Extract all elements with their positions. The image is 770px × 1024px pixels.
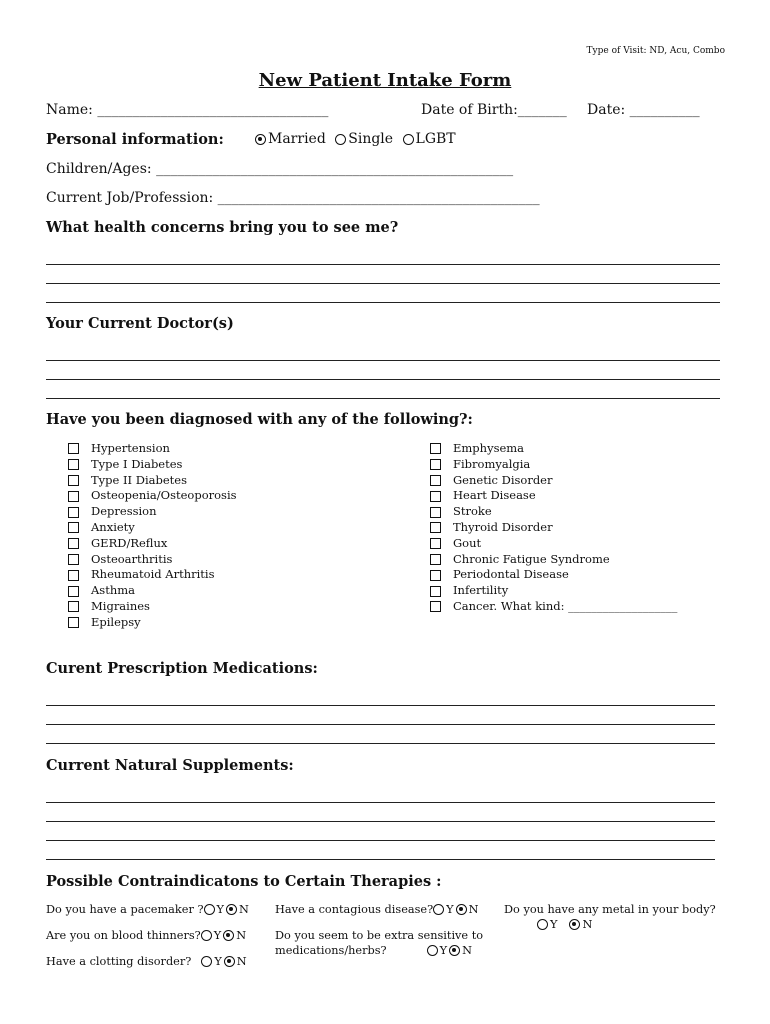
condition-item[interactable] (430, 473, 677, 489)
supplements-line[interactable] (46, 859, 715, 860)
doctors-line[interactable] (46, 360, 720, 361)
condition-item[interactable] (68, 552, 237, 568)
radio-no-icon[interactable] (224, 956, 235, 967)
condition-item[interactable] (68, 583, 237, 599)
thinners-label: Are you on blood thinners? (46, 929, 201, 942)
personal-info-label: Personal information: (46, 131, 224, 148)
page-title: New Patient Intake Form (258, 70, 512, 91)
medications-line[interactable] (46, 724, 715, 725)
radio-no-icon[interactable] (223, 930, 234, 941)
no-label: N (462, 944, 472, 957)
checkbox-icon[interactable] (68, 459, 79, 470)
condition-item[interactable] (430, 552, 677, 568)
condition-label: Anxiety (91, 519, 135, 534)
contagious-question (275, 903, 479, 916)
doctors-line[interactable] (46, 398, 720, 399)
metal-answers (537, 918, 592, 931)
condition-label: Hypertension (91, 441, 170, 455)
personal-options (255, 131, 456, 147)
radio-no-icon[interactable] (456, 904, 467, 915)
checkbox-icon[interactable] (430, 459, 441, 470)
radio-no-icon[interactable] (226, 904, 237, 915)
condition-item[interactable] (68, 567, 237, 583)
condition-label: Rheumatoid Arthritis (91, 567, 215, 582)
checkbox-icon[interactable] (68, 570, 79, 581)
metal-question: Do you have any metal in your body? (504, 903, 716, 916)
condition-item[interactable] (430, 504, 677, 520)
yes-label: Y (446, 903, 454, 916)
contra-heading: Possible Contraindicatons to Certain Therapies : (46, 873, 442, 890)
job-field[interactable]: Current Job/Profession: ______________________________________________ (46, 190, 540, 206)
condition-label: Osteoarthritis (91, 551, 173, 566)
checkbox-icon[interactable] (68, 601, 79, 612)
checkbox-icon[interactable] (430, 507, 441, 518)
date-field[interactable]: Date: __________ (587, 102, 700, 118)
condition-item[interactable] (430, 567, 677, 583)
condition-item[interactable] (68, 615, 237, 631)
radio-empty-icon (403, 134, 414, 145)
condition-item[interactable] (68, 520, 237, 536)
checkbox-icon[interactable] (68, 586, 79, 597)
supplements-line[interactable] (46, 802, 715, 803)
name-field[interactable]: Name: _________________________________ (46, 102, 329, 118)
radio-lgbt[interactable] (403, 131, 456, 147)
concerns-line[interactable] (46, 264, 720, 265)
no-label: N (236, 955, 247, 968)
no-label: N (236, 929, 247, 942)
condition-label: Type I Diabetes (91, 456, 183, 471)
checkbox-icon[interactable] (430, 570, 441, 581)
sensitive-question-line1: Do you seem to be extra sensitive to (275, 929, 484, 942)
condition-item[interactable] (430, 457, 677, 473)
radio-married[interactable] (255, 131, 326, 147)
condition-label: GERD/Reflux (91, 535, 168, 550)
supplements-heading: Current Natural Supplements: (46, 757, 294, 774)
checkbox-icon[interactable] (68, 443, 79, 454)
checkbox-icon[interactable] (68, 475, 79, 486)
condition-item[interactable] (430, 488, 677, 504)
supplements-line[interactable] (46, 840, 715, 841)
no-label: N (238, 903, 249, 916)
condition-item[interactable] (430, 520, 677, 536)
diagnosed-heading: Have you been diagnosed with any of the following?: (46, 411, 473, 428)
condition-label: Heart Disease (453, 488, 536, 503)
dob-field[interactable]: Date of Birth:_______ (421, 102, 567, 118)
condition-label: Depression (91, 504, 157, 519)
condition-label: Gout (453, 535, 482, 550)
concerns-line[interactable] (46, 283, 720, 284)
checkbox-icon[interactable] (68, 538, 79, 549)
checkbox-icon[interactable] (68, 491, 79, 502)
radio-yes-icon[interactable] (201, 930, 212, 941)
yes-label: Y (214, 955, 222, 968)
checkbox-icon[interactable] (430, 475, 441, 486)
medications-heading: Curent Prescription Medications: (46, 660, 318, 677)
contagious-label: Have a contagious disease? (275, 903, 434, 916)
radio-married-label: Married (268, 131, 326, 147)
yes-label: Y (213, 929, 222, 942)
condition-label: Type II Diabetes (91, 472, 187, 487)
radio-empty-icon (335, 134, 346, 145)
conditions-right-list (430, 441, 677, 615)
radio-single-label: Single (348, 131, 394, 147)
radio-no-icon[interactable] (449, 945, 460, 956)
condition-label: Migraines (91, 598, 150, 613)
radio-selected-icon (255, 134, 266, 145)
checkbox-icon[interactable] (430, 554, 441, 565)
radio-lgbt-label: LGBT (415, 131, 456, 147)
condition-label: Epilepsy (91, 614, 141, 629)
radio-yes-icon[interactable] (204, 904, 215, 915)
pacemaker-question (46, 903, 249, 916)
conditions-left-list (68, 441, 237, 631)
condition-item[interactable] (68, 488, 237, 504)
condition-label: Stroke (453, 504, 492, 519)
yes-label: Y (550, 918, 558, 931)
radio-no-icon[interactable] (569, 919, 580, 930)
medications-line[interactable] (46, 743, 715, 744)
condition-label: Emphysema (453, 441, 525, 455)
condition-label: Periodontal Disease (453, 567, 569, 582)
condition-label: Fibromyalgia (453, 456, 531, 471)
condition-label: Thyroid Disorder (453, 519, 553, 534)
condition-item[interactable] (430, 536, 677, 552)
sensitive-label: medications/herbs? (275, 944, 387, 957)
condition-item[interactable] (68, 599, 237, 615)
condition-item[interactable] (430, 599, 677, 615)
children-field[interactable]: Children/Ages: ___________________________________________________ (46, 161, 514, 177)
clotting-label: Have a clotting disorder? (46, 955, 192, 968)
doctors-line[interactable] (46, 379, 720, 380)
condition-item[interactable] (68, 457, 237, 473)
checkbox-icon[interactable] (430, 538, 441, 549)
sensitive-question-line2 (275, 944, 472, 957)
condition-label: Cancer. What kind: ___________________ (453, 598, 678, 613)
clotting-question (46, 955, 247, 968)
checkbox-icon[interactable] (430, 586, 441, 597)
thinners-question (46, 929, 246, 942)
checkbox-icon[interactable] (68, 554, 79, 565)
condition-item[interactable] (430, 441, 677, 457)
condition-label: Osteopenia/Osteoporosis (91, 488, 237, 503)
condition-item[interactable] (68, 441, 237, 457)
condition-label: Chronic Fatigue Syndrome (453, 551, 610, 566)
checkbox-icon[interactable] (430, 491, 441, 502)
condition-item[interactable] (430, 583, 677, 599)
condition-item[interactable] (68, 536, 237, 552)
yes-label: Y (216, 903, 224, 916)
condition-item[interactable] (68, 504, 237, 520)
checkbox-icon[interactable] (68, 617, 79, 628)
condition-label: Genetic Disorder (453, 472, 553, 487)
condition-item[interactable] (68, 473, 237, 489)
supplements-line[interactable] (46, 821, 715, 822)
checkbox-icon[interactable] (430, 601, 441, 612)
medications-line[interactable] (46, 705, 715, 706)
condition-label: Asthma (91, 583, 135, 598)
radio-yes-icon[interactable] (433, 904, 444, 915)
checkbox-icon[interactable] (68, 507, 79, 518)
radio-yes-icon[interactable] (201, 956, 212, 967)
doctors-heading: Your Current Doctor(s) (46, 315, 234, 332)
condition-label: Infertility (453, 583, 509, 598)
pacemaker-label: Do you have a pacemaker ? (46, 903, 204, 916)
radio-yes-icon[interactable] (537, 919, 548, 930)
concerns-heading: What health concerns bring you to see me? (46, 219, 399, 236)
radio-yes-icon[interactable] (427, 945, 438, 956)
yes-label: Y (439, 944, 448, 957)
checkbox-icon[interactable] (430, 522, 441, 533)
no-label: N (582, 918, 593, 931)
no-label: N (468, 903, 479, 916)
checkbox-icon[interactable] (430, 443, 441, 454)
visit-type: Type of Visit: ND, Acu, Combo (586, 46, 725, 56)
radio-single[interactable] (335, 131, 393, 147)
concerns-line[interactable] (46, 302, 720, 303)
checkbox-icon[interactable] (68, 522, 79, 533)
